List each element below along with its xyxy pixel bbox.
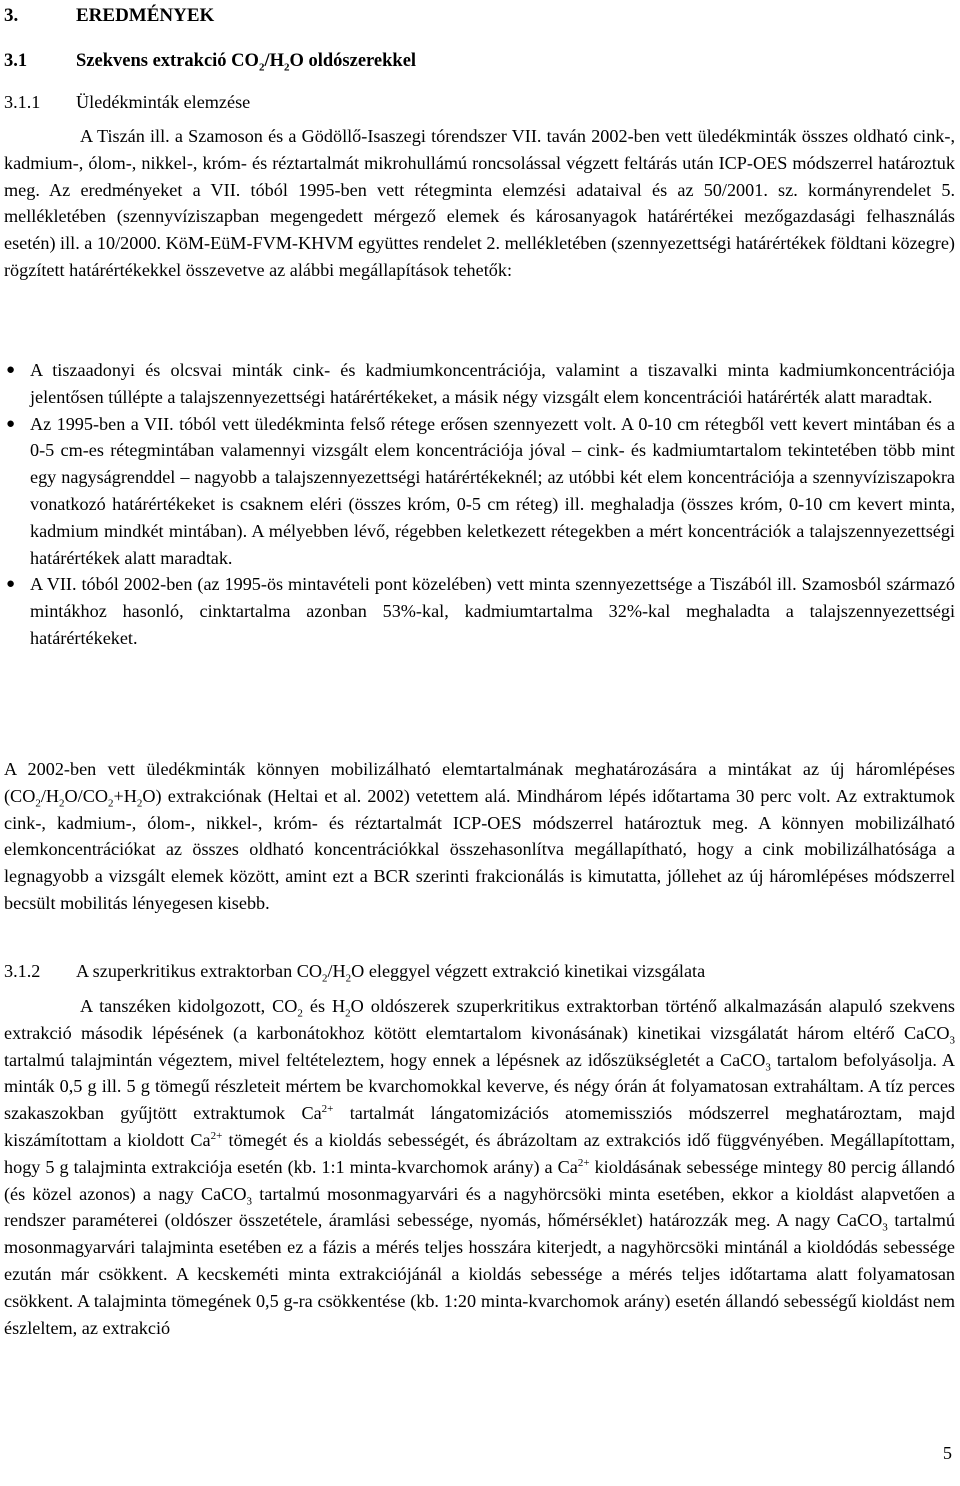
text-run: tartalmú mosonmagyarvári és a nagyhörcsöki minta esetében, ekkor a kioldást alapvetően a rendszer paraméterei (oldószer összetétele, áramlási sebessége, nyomás, hőmérséklet) határozzák meg. A nagy CaCO xyxy=(4,1183,955,1231)
superscript: 2+ xyxy=(321,1103,334,1116)
heading-3-number: 3.1.1 xyxy=(4,92,41,112)
heading-4-title xyxy=(76,961,706,985)
bullet-icon: ● xyxy=(6,576,16,593)
text-run: /H xyxy=(327,961,346,981)
paragraph-3 xyxy=(4,993,955,1341)
heading-4-number: 3.1.2 xyxy=(4,961,41,981)
subscript: 2 xyxy=(258,61,265,74)
heading-3-title: Üledékminták elemzése xyxy=(76,92,251,112)
paragraph-2 xyxy=(4,756,955,917)
list-item xyxy=(4,411,955,572)
subscript: 2 xyxy=(59,797,65,810)
heading-1 xyxy=(4,3,214,30)
text-run: tartalmú mosonmagyarvári talajminta esetében ez a fázis a mérés teljes hosszára kiterjedt, a nagyhörcsöki mintánál a kioldódás sebessége ezután már csökkent. A kecskeméti minta extrakciójánál a kioldás sebessége a mérés teljes időtartama alatt folyamatosan csökkent. A talajminta tömegének 0,5 g-ra csökkentése (kb. 1:20 minta-kvarchomok arány) esetén állandó sebességű kioldást nem észleltem, az extrakció xyxy=(4,1210,955,1338)
subscript: 2 xyxy=(345,972,352,985)
list-item xyxy=(4,571,955,651)
subscript: 2 xyxy=(107,797,114,810)
heading-2-number: 3.1 xyxy=(4,51,28,71)
text-run: /H xyxy=(40,785,60,806)
subscript: 2 xyxy=(345,1007,351,1020)
subscript: 2 xyxy=(283,61,290,74)
heading-2-text: O oldószerekkel xyxy=(289,51,417,71)
subscript: 2 xyxy=(35,797,41,810)
paragraph-1: A Tiszán ill. a Szamoson és a Gödöllő-Isaszegi tórendszer VII. taván 2002-ben vett üledékminták összes oldható cink-, kadmium-, ólom-, nikkel-, króm- és réztartalmát mikrohullámú roncsolással végzett feltárás után ICP-OES módszerrel határoztuk meg. Az eredményeket a VII. tóból 1995-ben vett rétegminta elemzési adataival és az 50/2001. sz. kormányrendelet 5. mellékletében (szennyvíziszapban megengedett mérgező elemek és károsanyagok határértékei mezőgazdasági felhasználás esetén) ill. a 10/2000. KöM-EüM-FVM-KHVM együttes rendelet 2. mellékletében (szennyezettségi határértékek földtani közegre) rögzített határértékekkel összevetve az alábbi megállapítások tehetők: xyxy=(4,126,955,280)
subscript: 2 xyxy=(136,797,143,810)
list-item-text: A tiszaadonyi és olcsvai minták cink- és kadmiumkoncentrációja, valamint a tiszavalki minta kadmiumkoncentrációja jelentősen túllépte a talajszennyezettségi határértékeket, a másik négy vizsgált elem koncentrációi határérték alatt maradtak. xyxy=(30,360,955,407)
text-run: és H xyxy=(302,996,346,1016)
subscript: 3 xyxy=(882,1222,888,1235)
text-run: A tanszéken kidolgozott, CO xyxy=(80,996,298,1016)
findings-list xyxy=(4,357,955,652)
bullet-icon: ● xyxy=(6,362,16,378)
heading-2-text: Szekvens extrakció CO xyxy=(76,51,259,71)
text-run: tartalmú talajmintán végeztem, mivel feltételeztem, hogy ennek a lépésnek az időszükségletét a CaCO xyxy=(4,1049,766,1070)
text-run: +H xyxy=(113,785,137,806)
subscript: 2 xyxy=(321,972,328,985)
bullet-icon: ● xyxy=(6,415,16,432)
text-run: tömegét és a kioldás sebességét, és ábrázoltam az extrakciós idő függvényében. Megállapítottam, hogy 5 g talajminta extrakciója esetén (kb. 1:1 minta-kvarchomok arány) a Ca xyxy=(4,1129,956,1177)
list-item-text: A VII. tóból 2002-ben (az 1995-ös mintavételi pont közelében) vett minta szennyezettsége a Tiszából ill. Szamosból származó mintákhoz hasonló, cinktartalma azonban 53%-kal, kadmiumtartalma 32%-kal meghaladta a talajszennyezettségi határértékeket. xyxy=(30,574,955,648)
heading-2-text: /H xyxy=(264,51,284,71)
heading-4 xyxy=(4,958,705,985)
text-run: tartalom befolyásolja. A minták 0,5 g ill. 5 g tömegű részleteit mértem be kvarchomokkal keverve, és négy órán át folyamatosan extraháltam. A tíz perces szakaszokban gyűjtött extraktumok Ca xyxy=(4,1049,955,1124)
heading-1-title: EREDMÉNYEK xyxy=(76,5,215,26)
subscript: 3 xyxy=(246,1195,252,1208)
text-run: A 2002-ben vett üledékminták könnyen mobilizálható elemtartalmának meghatározására a mintákat az új háromlépéses (CO xyxy=(4,759,955,806)
text-run: tartalmát lángatomizációs atomemissziós módszerrel meghatároztam, majd kiszámítottam a kioldott Ca xyxy=(4,1103,955,1150)
heading-1-number: 3. xyxy=(4,5,19,26)
subscript: 3 xyxy=(949,1034,955,1047)
page-number: 5 xyxy=(942,1443,952,1463)
list-item xyxy=(4,357,955,411)
heading-2-title xyxy=(76,51,417,74)
text-run: A szuperkritikus extraktorban CO xyxy=(76,961,322,981)
superscript: 2+ xyxy=(577,1156,590,1169)
subscript: 3 xyxy=(765,1061,771,1074)
text-run: O) extrakciónak (Heltai et al. 2002) vetettem alá. Mindhárom lépés időtartama 30 perc volt. Az extraktumok cink-, kadmium-, ólom-, nikkel-, króm- és réztartalmát ICP-OES módszerrel határoztuk meg. A könnyen mobilizálható elemkoncentrációkat az összes oldható koncentrációkkal összehasonlítva megállapítható, hogy a cink mobilizálhatósága a legnagyobb a vizsgált elemek között, amint ezt a BCR szerinti frakcionálás is kimutatta, jóllehet az új háromlépéses módszerrel becsült mobilitás lényegesen kisebb. xyxy=(4,785,955,913)
text-run: O eleggyel végzett extrakció kinetikai vizsgálata xyxy=(351,961,706,981)
heading-3 xyxy=(4,89,250,116)
subscript: 2 xyxy=(297,1007,303,1020)
heading-2 xyxy=(4,48,416,75)
list-item-text: Az 1995-ben a VII. tóból vett üledékminta felső rétege erősen szennyezett volt. A 0-10 cm rétegből vett kevert mintában és a 0-5 cm-es rétegmintában valamennyi vizsgált elem koncentrációja jóval – cink- és kadmiumtartalom tekintetében több mint egy nagyságrenddel – nagyobb a talajszennyezettségi határértékeknél; az utóbbi két elem koncentrációja a szennyvíziszapokra vonatkozó határértékeket is csaknem eléri (összes króm, 0-5 cm réteg) ill. meghaladja (összes króm, 0-10 cm kevert minta, kadmium mindkét mintában). A mélyebben lévő, régebben keletkezett rétegekben a mért koncentrációk a talajszennyezettségi határértékek alatt maradtak. xyxy=(30,413,955,568)
text-run: O oldószerek szuperkritikus extraktorban történő alkalmazásán alapuló szekvens extrakció második lépésének (a karbonátokhoz kötött elemtartalom kivonásának) kinetikai vizsgálatát három eltérő CaCO xyxy=(4,996,955,1043)
text-run: O/CO xyxy=(64,785,108,806)
text-run: kioldásának sebessége mintegy 80 percig állandó (és közel azonos) a nagy CaCO xyxy=(4,1156,955,1204)
superscript: 2+ xyxy=(210,1129,223,1142)
